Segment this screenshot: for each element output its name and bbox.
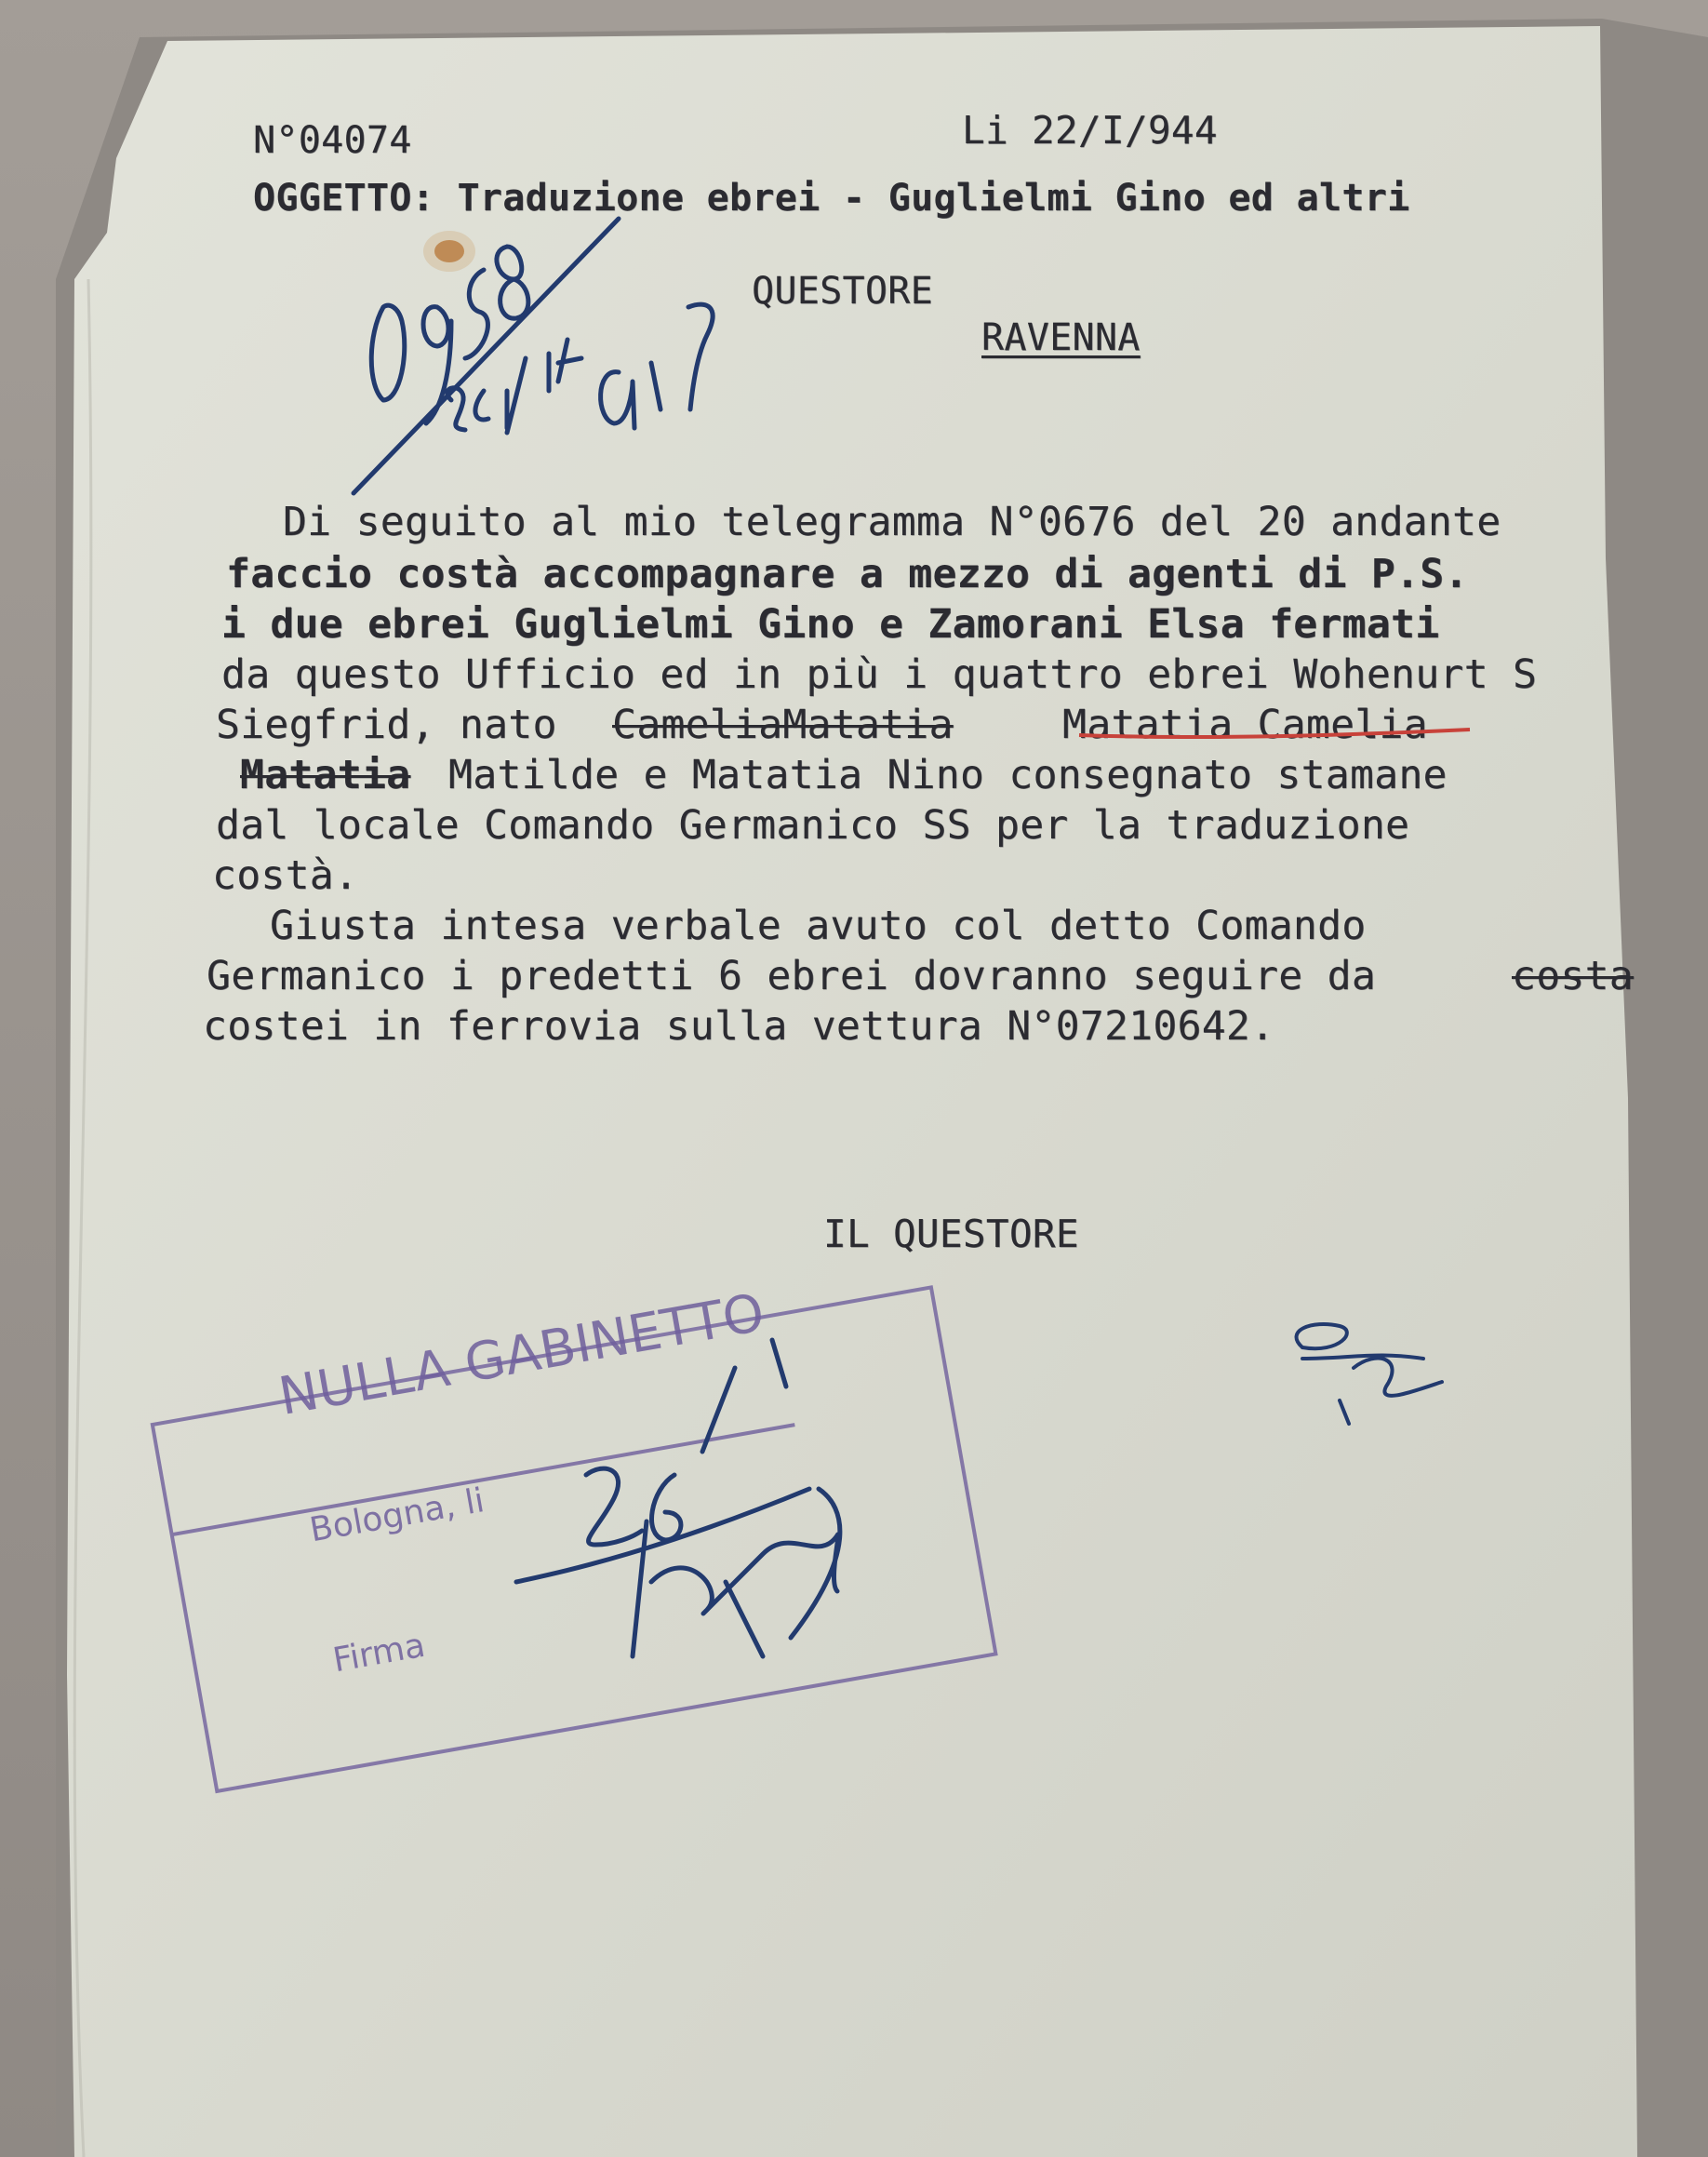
struck-names-1: CameliaMatatia [612, 702, 954, 748]
body-line-11: costei in ferrovia sulla vettura N°07210642. [203, 1003, 1275, 1050]
body-line-8: costà. [212, 852, 359, 899]
stamp-title: NULLA GABINETTO [274, 1282, 769, 1428]
document-date: Li 22/I/944 [962, 108, 1218, 153]
body-line-7: dal locale Comando Germanico SS per la traduzione [216, 802, 1410, 849]
handwritten-initials [1297, 1324, 1442, 1424]
body-line-6: Matilde e Matatia Nino consegnato stamane [448, 752, 1448, 798]
stamp-place-label: Bologna, li [307, 1481, 487, 1550]
red-pencil-underline [1079, 730, 1470, 737]
protocol-number: N°04074 [253, 119, 412, 162]
struck-names-2: Matatia [240, 752, 411, 798]
stamp-signature-label: Firma [330, 1626, 429, 1681]
body-line-1: Di seguito al mio telegramma N°0676 del 20 andante [283, 499, 1501, 545]
body-line-3: i due ebrei Guglielmi Gino e Zamorani Elsa fermati [221, 601, 1440, 648]
recipient-title: QUESTORE [752, 270, 934, 313]
body-line-5: Siegfrid, nato [216, 702, 557, 748]
body-line-10: Germanico i predetti 6 ebrei dovranno seguire da [207, 953, 1377, 999]
body-line-2: faccio costà accompagnare a mezzo di agenti di P.S. [226, 551, 1469, 597]
body-line-9: Giusta intesa verbale avuto col detto Comando [270, 903, 1367, 949]
signature-block: IL QUESTORE [823, 1212, 1079, 1256]
inserted-name: Matatia Camelia [1062, 702, 1428, 748]
struck-word: costa [1512, 953, 1634, 999]
handwritten-protocol-note [354, 219, 713, 493]
handwritten-stamp-date [516, 1340, 840, 1656]
recipient-city: RAVENNA [981, 316, 1141, 359]
stamp-frame [153, 1287, 996, 1791]
body-line-4: da questo Ufficio ed in più i quattro ebrei Wohenurt S [221, 651, 1538, 698]
subject-line: OGGETTO: Traduzione ebrei - Guglielmi Gino ed altri [253, 177, 1410, 220]
